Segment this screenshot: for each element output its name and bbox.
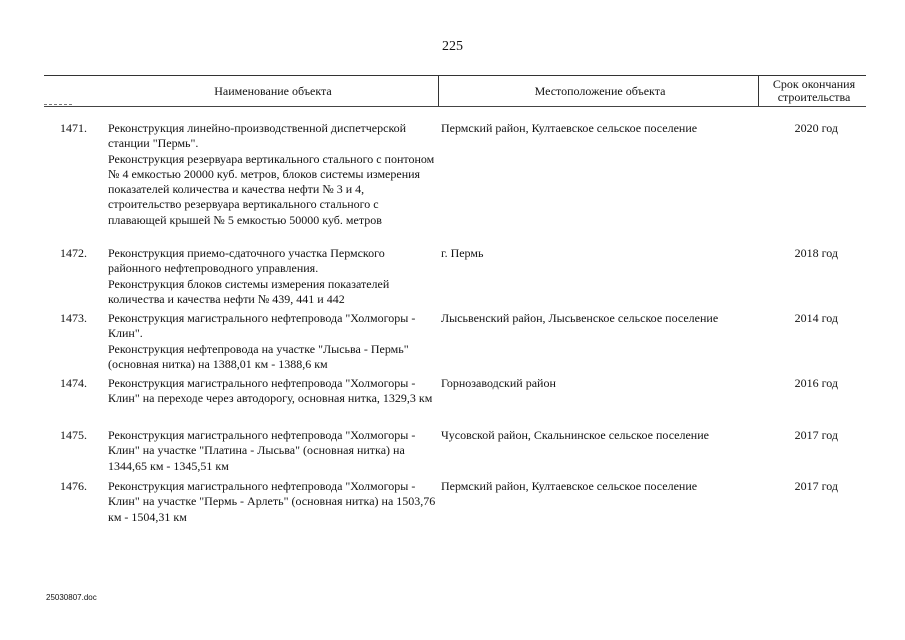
completion-term: 2017 год bbox=[794, 428, 838, 442]
object-location: Чусовской район, Скальнинское сельское поселение bbox=[441, 428, 709, 442]
object-name-paragraph: Реконструкция резервуара вертикального стального с понтоном № 4 емкостью 20000 куб. метров, блоков системы измерения показателей количества и качества нефти № 3 и 4, строительство резервуара вертикального стального с плавающей крышей № 5 емкостью 50000 куб. метров bbox=[108, 151, 435, 227]
completion-term: 2018 год bbox=[794, 246, 838, 260]
table-row bbox=[44, 311, 866, 376]
header-term-line-2: строительства bbox=[777, 90, 851, 104]
object-location: г. Пермь bbox=[441, 246, 484, 260]
completion-term: 2014 год bbox=[794, 311, 838, 325]
completion-term: 2016 год bbox=[794, 376, 838, 390]
object-location: Горнозаводский район bbox=[441, 376, 556, 390]
object-name bbox=[108, 428, 438, 474]
header-term-line-1: Срок окончания bbox=[772, 77, 856, 91]
object-name bbox=[108, 376, 438, 407]
header-rule-stub bbox=[44, 104, 72, 105]
table-row bbox=[44, 376, 866, 428]
object-name bbox=[108, 246, 438, 307]
column-divider bbox=[438, 76, 439, 106]
document-file-name: 25030807.doc bbox=[46, 593, 97, 602]
row-number: 1475. bbox=[60, 428, 87, 442]
table-row bbox=[44, 246, 866, 311]
header-bottom-rule bbox=[44, 106, 866, 107]
table-row bbox=[44, 121, 866, 246]
completion-term: 2017 год bbox=[794, 479, 838, 493]
table-body bbox=[44, 121, 866, 529]
objects-table bbox=[44, 75, 866, 524]
object-name-paragraph: Реконструкция магистрального нефтепровода "Холмогоры - Клин" на переходе через автодорогу, основная нитка, 1329,3 км bbox=[108, 376, 433, 406]
column-divider bbox=[758, 76, 759, 106]
object-name bbox=[108, 121, 438, 228]
row-number: 1472. bbox=[60, 246, 87, 260]
row-number: 1473. bbox=[60, 311, 87, 325]
header-object-name: Наименование объекта bbox=[214, 83, 332, 98]
object-location: Пермский район, Култаевское сельское поселение bbox=[441, 479, 698, 493]
object-name-paragraph: Реконструкция нефтепровода на участке "Лысьва - Пермь" (основная нитка) на 1388,01 км - 1388,6 км bbox=[108, 341, 409, 371]
object-location: Лысьвенский район, Лысьвенское сельское поселение bbox=[441, 311, 719, 325]
object-name-paragraph: Реконструкция магистрального нефтепровода "Холмогоры - Клин" на участке "Платина - Лысьва" (основная нитка) на 1344,65 км - 1345,51 км bbox=[108, 428, 416, 473]
object-name-paragraph: Реконструкция блоков системы измерения показателей количества и качества нефти № 439, 441 и 442 bbox=[108, 276, 390, 306]
row-number: 1474. bbox=[60, 376, 87, 390]
object-name-paragraph: Реконструкция магистрального нефтепровода "Холмогоры - Клин" на участке "Пермь - Арлеть" (основная нитка) на 1503,76 км - 1504,31 км bbox=[108, 479, 436, 524]
table-row bbox=[44, 428, 866, 479]
page-number: 225 bbox=[442, 39, 463, 54]
object-name-paragraph: Реконструкция линейно-производственной диспетчерской станции "Пермь". bbox=[108, 121, 407, 151]
table-row bbox=[44, 479, 866, 529]
table-header bbox=[44, 75, 866, 106]
row-number: 1476. bbox=[60, 479, 87, 493]
object-location: Пермский район, Култаевское сельское поселение bbox=[441, 121, 698, 135]
object-name bbox=[108, 479, 438, 525]
object-name-paragraph: Реконструкция приемо-сдаточного участка Пермского районного нефтепроводного управления. bbox=[108, 246, 385, 276]
header-object-location: Местоположение объекта bbox=[534, 83, 666, 98]
completion-term: 2020 год bbox=[794, 121, 838, 135]
object-name bbox=[108, 311, 438, 372]
object-name-paragraph: Реконструкция магистрального нефтепровода "Холмогоры - Клин". bbox=[108, 311, 416, 341]
header-completion-term bbox=[762, 76, 866, 106]
row-number: 1471. bbox=[60, 121, 87, 135]
